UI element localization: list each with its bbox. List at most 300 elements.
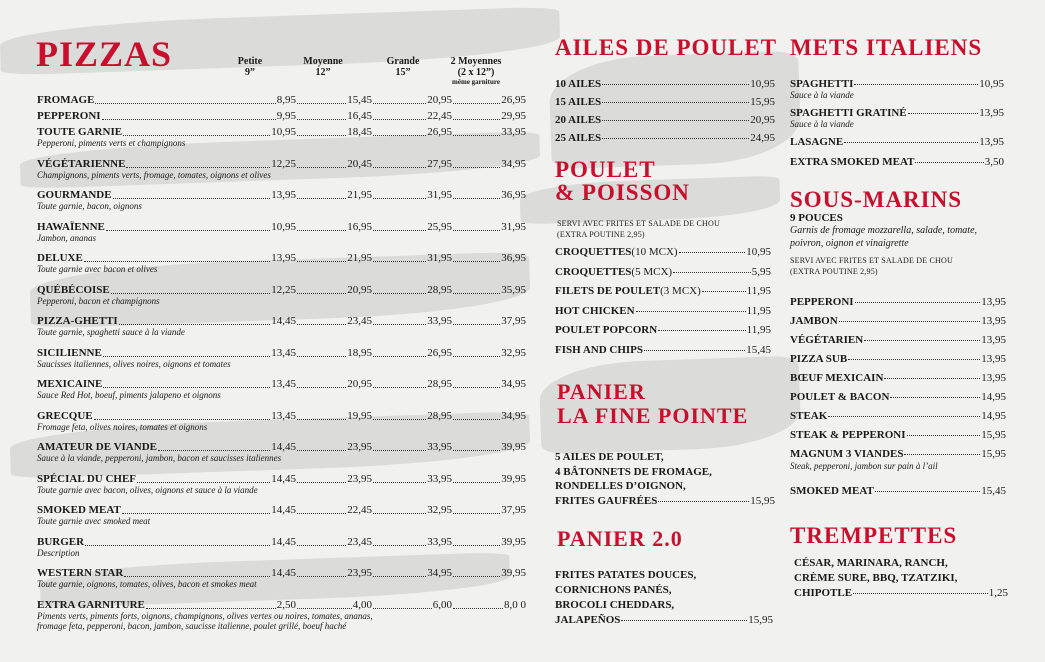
dot-leader [875,491,980,492]
pizza-desc: Piments verts, piments forts, oignons, champignons, olives vertes ou noires, tomates, ananas, [37,610,373,621]
dot-leader [297,167,346,168]
pizza-price: 4,00 [352,598,372,611]
dot-leader [658,501,749,502]
dot-leader [908,113,979,114]
dot-leader [453,119,500,120]
pizza-price: 26,95 [501,94,526,106]
menu-row [790,485,1006,504]
pizza-line [37,441,526,453]
pizza-price: 39,95 [501,567,526,579]
pizza-desc: Toute garnie, spaghetti sauce à la viande [37,327,185,337]
item-name: FILETS DE POULET [555,285,661,297]
menu-row [790,391,1006,410]
dot-leader [839,321,981,322]
pizza-price: 37,95 [501,504,526,516]
pizza-price: 33,95 [427,441,452,453]
poulet-list [555,246,771,363]
dot-leader [106,230,270,231]
dot-leader [658,330,745,331]
dot-leader [453,387,500,388]
item-price: 14,95 [981,410,1006,422]
pizza-price: 21,95 [347,189,372,201]
col-label: Petite [237,56,263,67]
pizza-price: 27,95 [427,157,452,170]
dot-leader [453,513,500,514]
item-price: 11,95 [746,324,771,336]
pizza-price: 18,95 [347,346,372,359]
pizza-desc: Jambon, ananas [37,232,96,243]
dot-leader [907,435,981,436]
menu-row [790,296,1006,315]
poulet-title [555,158,690,204]
dot-leader [828,416,980,417]
item-price: 20,95 [750,114,775,126]
item-price: 3,50 [984,156,1004,168]
dot-leader [297,198,346,199]
item-name: VÉGÉTARIEN [790,334,864,346]
col-note: même garniture [452,78,500,86]
pizza-price: 23,95 [347,441,372,453]
contents-line: 4 BÂTONNETS DE FROMAGE, [555,465,712,478]
menu-row [555,285,771,305]
pizza-price: 23,95 [347,472,372,485]
item-name: MAGNUM 3 VIANDES [790,448,904,460]
item-name: POULET & BACON [790,391,890,403]
dot-leader [297,419,346,420]
item-price: 11,95 [746,304,771,317]
pizza-line [37,346,526,359]
menu-row [555,78,775,96]
dot-leader [373,119,426,120]
pizza-desc: Toute garnie, oignons, tomates, olives, bacon et smokes meat [37,579,257,589]
contents-line: CORNICHONS PANÉS, [555,584,672,596]
dot-leader [636,311,746,312]
pizza-price: 23,45 [347,535,372,548]
pizza-name: TOUTE GARNIE [37,126,123,138]
pizza-name: GOURMANDE [37,189,112,201]
item-price: 13,95 [981,353,1006,365]
pizza-line [37,283,526,296]
pizza-price: 28,95 [427,378,452,390]
pizza-price: 10,95 [271,126,296,138]
dot-leader [123,135,270,136]
menu-row [790,78,1004,90]
pizza-price: 21,95 [347,252,372,264]
menu-row [790,429,1006,448]
dot-leader [113,198,271,199]
dot-leader [373,356,426,357]
item-qty: (10 MCX) [631,246,678,258]
dot-leader [602,102,749,103]
pizza-price: 20,95 [347,283,372,296]
note-line: (EXTRA POUTINE 2,95) [790,267,878,276]
panier-fine-title [557,380,748,428]
pizza-row [37,472,526,495]
menu-row [790,156,1004,168]
dot-leader [373,261,426,262]
pizza-row [37,283,526,306]
item-name: 10 AILES [555,78,602,90]
pizza-price: 37,95 [501,315,526,327]
mets-title: METS ITALIENS [790,35,983,60]
dot-leader [146,608,276,609]
menu-row [555,613,773,628]
menu-row [555,305,771,325]
menu-row [555,96,775,114]
pizza-line [37,126,526,138]
dot-leader [297,230,346,231]
pizza-row [37,598,526,631]
item-qty: (3 MCX) [660,285,701,297]
item-qty: (5 MCX) [631,265,673,278]
pizza-row [37,315,526,337]
pizza-row [37,126,526,148]
pizza-price: 15,45 [347,94,372,106]
pizza-price: 33,95 [501,126,526,138]
menu-row [790,136,1004,156]
dot-leader [297,324,346,325]
pizzas-title: PIZZAS [36,34,173,74]
sub-size: 9 POUCES [790,212,843,224]
item-name: HOT CHICKEN [555,304,635,317]
pizza-row [37,409,526,432]
item-price: 13,95 [979,136,1004,148]
dot-leader [373,167,426,168]
dot-leader [853,593,988,594]
dot-leader [453,450,500,451]
dot-leader [297,135,346,136]
col-label: 2 Moyennes [450,56,502,67]
pizza-price: 31,95 [427,189,452,201]
pizza-price: 28,95 [427,283,452,296]
dot-leader [855,302,981,303]
dot-leader [602,120,749,121]
pizza-row [37,346,526,369]
menu-row [555,266,771,286]
item-name: CHIPOTLE [794,587,853,599]
item-price: 13,95 [981,372,1006,384]
pizza-price: 28,95 [427,409,452,422]
dot-leader [94,419,271,420]
menu-row [555,114,775,132]
dot-leader [95,103,275,104]
dot-leader [85,545,270,546]
menu-row [555,324,771,344]
item-name: JALAPEÑOS [555,614,621,626]
pizza-price: 13,95 [271,252,296,264]
dot-leader [848,359,980,360]
pizza-line [37,598,526,611]
pizza-name: SMOKED MEAT [37,504,121,516]
dot-leader [453,103,500,104]
item-name: PIZZA SUB [790,353,848,365]
pizza-row [37,535,526,558]
ailes-title: AILES DE POULET [555,35,778,60]
col-grande [378,56,428,78]
contents-line: 5 AILES DE POULET, [555,451,664,463]
col-size: 9” [245,67,255,78]
dot-leader [644,350,745,351]
dot-leader [126,167,270,168]
item-price: 15,45 [746,343,771,356]
dot-leader [373,387,426,388]
item-name: FRITES GAUFRÉES [555,494,658,507]
pizza-price: 13,45 [271,409,296,422]
pizza-price: 35,95 [501,283,526,296]
pizza-price: 20,95 [347,378,372,390]
dot-leader [453,608,503,609]
pizza-line [37,315,526,327]
menu-row [790,353,1006,372]
sousmarins-intro [790,212,1008,277]
pizza-desc: Fromage feta, olives noires, tomates et oignons [37,421,208,432]
item-price: 15,95 [981,429,1006,441]
pizza-name: PIZZA-GHETTI [37,315,118,327]
dot-leader [602,138,749,139]
item-name: LASAGNE [790,136,844,148]
pizza-desc: Toute garnie avec smoked meat [37,516,151,526]
dot-leader [373,103,426,104]
dot-leader [137,482,270,483]
dot-leader [84,261,270,262]
pizza-line [37,110,526,122]
dot-leader [373,576,426,577]
pizza-line [37,504,526,516]
poulet-title-line1: POULET [555,157,656,182]
pizza-price: 36,95 [501,252,526,264]
dot-leader [453,198,500,199]
item-price: 15,45 [981,485,1006,497]
dot-leader [453,545,500,546]
pizza-price: 6,00 [432,598,452,611]
menu-row [555,494,775,509]
panier-20-title: PANIER 2.0 [557,526,683,551]
dot-leader [621,620,747,621]
pizza-name: WESTERN STAR [37,567,124,579]
pizza-name: BURGER [37,535,85,548]
dot-leader [373,135,426,136]
item-price: 10,95 [746,246,771,258]
pizza-price: 34,95 [501,378,526,390]
item-price: 15,95 [748,614,773,626]
menu-row [555,344,771,364]
item-name: CROQUETTES [555,246,632,258]
dot-leader [297,103,346,104]
panier-fine-title-line1: PANIER [557,379,646,404]
pizza-price: 23,95 [347,567,372,579]
dot-leader [297,576,346,577]
pizza-name: PEPPERONI [37,110,101,122]
pizza-desc: Sauce à la viande, pepperoni, jambon, bacon et saucisses italiennes [37,453,282,463]
sub-desc: Garnis de fromage mozzarella, salade, tomate, [790,225,978,236]
menu-row [790,448,1006,461]
pizza-price: 16,45 [347,110,372,122]
sousmarins-title: SOUS-MARINS [790,187,963,212]
dot-leader [890,397,980,398]
item-name: 25 AILES [555,132,602,144]
pizza-price: 12,25 [271,157,296,170]
menu-row [790,334,1006,353]
item-name: 15 AILES [555,96,602,108]
pizza-price: 14,45 [271,535,296,548]
trempettes-contents [794,556,1008,601]
pizza-line [37,189,526,201]
pizza-row [37,94,526,106]
pizza-price: 36,95 [501,189,526,201]
pizza-price: 29,95 [501,110,526,122]
pizza-price: 31,95 [427,252,452,264]
item-price: 15,95 [981,448,1006,460]
item-name: 20 AILES [555,114,602,126]
menu-row [790,410,1006,429]
pizza-row [37,157,526,180]
pizza-row [37,189,526,211]
panier-fine-contents [555,450,775,508]
contents-line: CRÈME SURE, BBQ, TZATZIKI, [794,572,958,584]
pizza-price: 34,95 [427,567,452,579]
dot-leader [453,135,500,136]
item-name: SPAGHETTI [790,78,854,90]
item-desc: Sauce à la viande [790,90,854,100]
pizza-price: 9,95 [276,110,296,122]
pizza-name: MEXICAINE [37,378,103,390]
dot-leader [373,482,426,483]
pizza-price: 14,45 [271,504,296,516]
pizza-price: 26,95 [427,126,452,138]
dot-leader [297,482,346,483]
dot-leader [297,293,346,294]
dot-leader [122,513,270,514]
item-price: 10,95 [750,78,775,90]
pizza-price: 16,95 [347,220,372,233]
pizza-price: 34,95 [501,157,526,170]
col-petite [228,56,272,78]
pizza-price: 22,45 [427,110,452,122]
pizza-price: 32,95 [501,346,526,359]
dot-leader [453,576,500,577]
note-line: SERVI AVEC FRITES ET SALADE DE CHOU [790,256,953,265]
item-desc: Steak, pepperoni, jambon sur pain à l’ail [790,461,938,471]
contents-line: RONDELLES D’OIGNON, [555,480,686,492]
pizza-price: 13,95 [271,189,296,201]
item-name: PEPPERONI [790,296,854,308]
dot-leader [915,162,983,163]
mets-list [790,78,1004,168]
item-price: 5,95 [751,265,771,278]
pizza-name: SPÉCIAL DU CHEF [37,472,137,485]
pizza-name: FROMAGE [37,94,95,106]
pizza-price: 8,95 [276,94,296,106]
pizza-price: 14,45 [271,472,296,485]
pizza-price: 32,95 [427,504,452,516]
dot-leader [111,293,271,294]
col-moyenne [292,56,354,78]
dot-leader [297,356,346,357]
pizza-name: EXTRA GARNITURE [37,598,145,611]
dot-leader [373,419,426,420]
dot-leader [373,608,432,609]
pizza-desc: Toute garnie avec bacon et olives [37,264,158,274]
pizza-price: 13,45 [271,378,296,390]
item-price: 10,95 [979,78,1004,90]
item-name: BŒUF MEXICAIN [790,372,884,384]
pizza-line [37,567,526,579]
panier-fine-title-line2: LA FINE POINTE [557,403,749,428]
pizza-price: 18,45 [347,126,372,138]
pizza-row [37,110,526,122]
dot-leader [844,142,978,143]
pizza-line [37,157,526,170]
pizza-row [37,252,526,274]
item-price: 15,95 [750,494,775,507]
menu-row [790,315,1006,334]
dot-leader [373,198,426,199]
pizza-desc: Toute garnie, bacon, oignons [37,201,142,211]
dot-leader [297,387,346,388]
dot-leader [373,293,426,294]
item-price: 11,95 [746,285,771,297]
item-name: STEAK [790,410,828,422]
dot-leader [103,387,270,388]
item-name: SMOKED MEAT [790,485,874,497]
item-desc: Sauce à la viande [790,119,854,129]
contents-line: FRITES PATATES DOUCES, [555,569,697,581]
col-2moyennes [436,56,516,86]
menu-row [790,107,1004,119]
pizza-desc: Sauce Red Hot, boeuf, piments jalapeno et oignons [37,390,221,400]
pizza-price: 10,95 [271,220,296,233]
pizza-price: 13,45 [271,346,296,359]
dot-leader [373,545,426,546]
pizza-price: 33,95 [427,472,452,485]
pizza-desc: Pepperoni, bacon et champignons [37,295,160,306]
pizza-row [37,504,526,526]
dot-leader [373,450,426,451]
poulet-title-line2: & POISSON [555,180,690,205]
pizza-line [37,220,526,233]
item-price: 1,25 [988,587,1008,599]
dot-leader [297,450,346,451]
menu-row [794,586,1008,601]
dot-leader [103,356,270,357]
dot-leader [453,324,500,325]
pizza-price: 14,45 [271,315,296,327]
dot-leader [373,230,426,231]
item-name: EXTRA SMOKED MEAT [790,156,915,168]
menu-row [555,132,775,150]
dot-leader [297,608,352,609]
dot-leader [679,252,746,253]
item-name: CROQUETTES [555,265,632,278]
item-price: 24,95 [750,132,775,144]
item-price: 13,95 [979,107,1004,119]
pizza-price: 39,95 [501,472,526,485]
dot-leader [904,454,980,455]
item-price: 14,95 [981,391,1006,403]
dot-leader [602,84,749,85]
dot-leader [884,378,980,379]
dot-leader [124,576,270,577]
pizza-price: 31,95 [501,220,526,233]
pizza-price: 26,95 [427,346,452,359]
pizza-price: 39,95 [501,441,526,453]
sub-desc: poivron, oignon et vinaigrette [790,238,909,249]
pizza-desc: fromage feta, pepperoni, bacon, jambon, saucisse italienne, poulet grillé, boeuf haché [37,620,347,631]
item-name: POULET POPCORN [555,324,658,336]
menu-row [555,246,771,266]
item-name: SPAGHETTI GRATINÉ [790,107,907,119]
pizza-price: 33,95 [427,315,452,327]
